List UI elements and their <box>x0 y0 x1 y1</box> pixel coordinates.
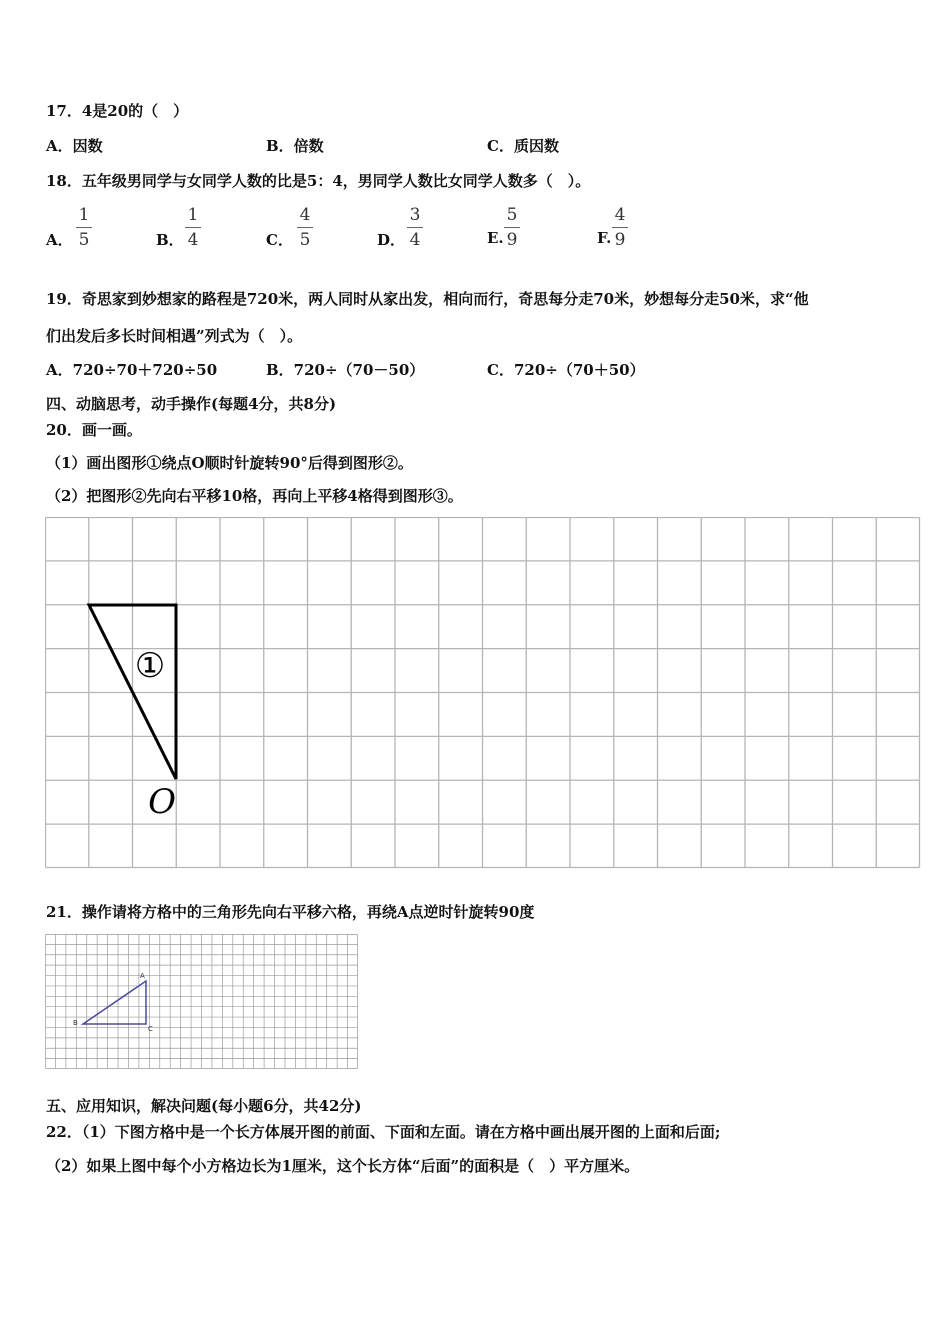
q19-option-c: C．720÷（70＋50） <box>487 361 645 379</box>
q18-prompt: 18．五年级男同学与女同学人数的比是5：4，男同学人数比女同学人数多（ ）。 <box>46 172 591 190</box>
fraction <box>185 205 201 250</box>
fraction <box>407 205 423 250</box>
q19-option-a: A．720÷70＋720÷50 <box>46 361 218 379</box>
q17-option-a: A．因数 <box>46 137 103 155</box>
fraction-bar <box>297 227 313 228</box>
fraction-numerator: 4 <box>614 205 626 225</box>
fraction-denominator: 4 <box>409 230 421 250</box>
fraction-denominator: 9 <box>614 230 626 250</box>
q20-part-1: （1）画出图形①绕点O顺时针旋转90°后得到图形②。 <box>46 454 413 472</box>
fraction-denominator: 5 <box>299 230 311 250</box>
q18-option-b <box>156 205 236 255</box>
q18-option-f-label: F. <box>597 229 612 247</box>
q18-option-c-label: C． <box>266 231 293 249</box>
fraction <box>612 205 628 250</box>
fraction-denominator: 5 <box>78 230 90 250</box>
q18-option-e <box>487 205 567 255</box>
q21-grid[interactable] <box>45 934 359 1070</box>
q21-triangle <box>83 981 146 1024</box>
q19-line-2: 们出发后多长时间相遇”列式为（ ）。 <box>46 327 303 345</box>
q19-option-b: B．720÷（70－50） <box>266 361 425 379</box>
q21-point-b-label: B <box>73 1019 78 1027</box>
fraction-bar <box>612 227 628 228</box>
fraction <box>297 205 313 250</box>
section-5-title: 五、应用知识，解决问题(每小题6分，共42分) <box>46 1097 362 1115</box>
fraction-bar <box>76 227 92 228</box>
fraction <box>76 205 92 250</box>
q18-option-c <box>266 205 346 255</box>
fraction-numerator: 5 <box>506 205 518 225</box>
q17-prompt: 17．4是20的（ ） <box>46 102 189 120</box>
q21-point-a-label: A <box>140 972 145 980</box>
q18-option-e-label: E. <box>487 229 504 247</box>
q17-option-b: B．倍数 <box>266 137 324 155</box>
q21-prompt: 21．操作请将方格中的三角形先向右平移六格，再绕A点逆时针旋转90度 <box>46 903 535 921</box>
q18-option-f <box>597 205 677 255</box>
q20-part-2: （2）把图形②先向右平移10格，再向上平移4格得到图形③。 <box>46 487 463 505</box>
q18-option-a-label: A． <box>46 231 73 249</box>
fraction <box>504 205 520 250</box>
section-4-title: 四、动脑思考，动手操作(每题4分，共8分) <box>46 395 337 413</box>
q22-part-1: 22．（1）下图方格中是一个长方体展开图的前面、下面和左面。请在方格中画出展开图的上面和后面; <box>46 1123 721 1141</box>
q21-point-c-label: C <box>148 1025 153 1033</box>
fraction-denominator: 4 <box>187 230 199 250</box>
fraction-bar <box>407 227 423 228</box>
q20-prompt: 20．画一画。 <box>46 421 142 439</box>
q20-point-o-label: O <box>148 782 176 822</box>
fraction-bar <box>185 227 201 228</box>
q18-option-d <box>377 205 457 255</box>
fraction-bar <box>504 227 520 228</box>
q18-option-d-label: D． <box>377 231 406 249</box>
q21-grid-lines <box>46 935 358 1069</box>
q19-line-1: 19．奇思家到妙想家的路程是720米，两人同时从家出发，相向而行，奇思每分走70米，妙想每分走50米，求“他 <box>46 290 809 308</box>
q20-figure-label: ① <box>134 646 166 686</box>
fraction-numerator: 1 <box>187 205 199 225</box>
fraction-numerator: 1 <box>78 205 90 225</box>
fraction-denominator: 9 <box>506 230 518 250</box>
q22-part-2: （2）如果上图中每个小方格边长为1厘米，这个长方体“后面”的面积是（ ）平方厘米。 <box>46 1157 640 1175</box>
q18-option-a <box>46 205 126 255</box>
q20-grid[interactable] <box>45 517 921 869</box>
q18-option-b-label: B． <box>156 231 184 249</box>
q17-option-c: C．质因数 <box>487 137 559 155</box>
fraction-numerator: 3 <box>409 205 421 225</box>
fraction-numerator: 4 <box>299 205 311 225</box>
